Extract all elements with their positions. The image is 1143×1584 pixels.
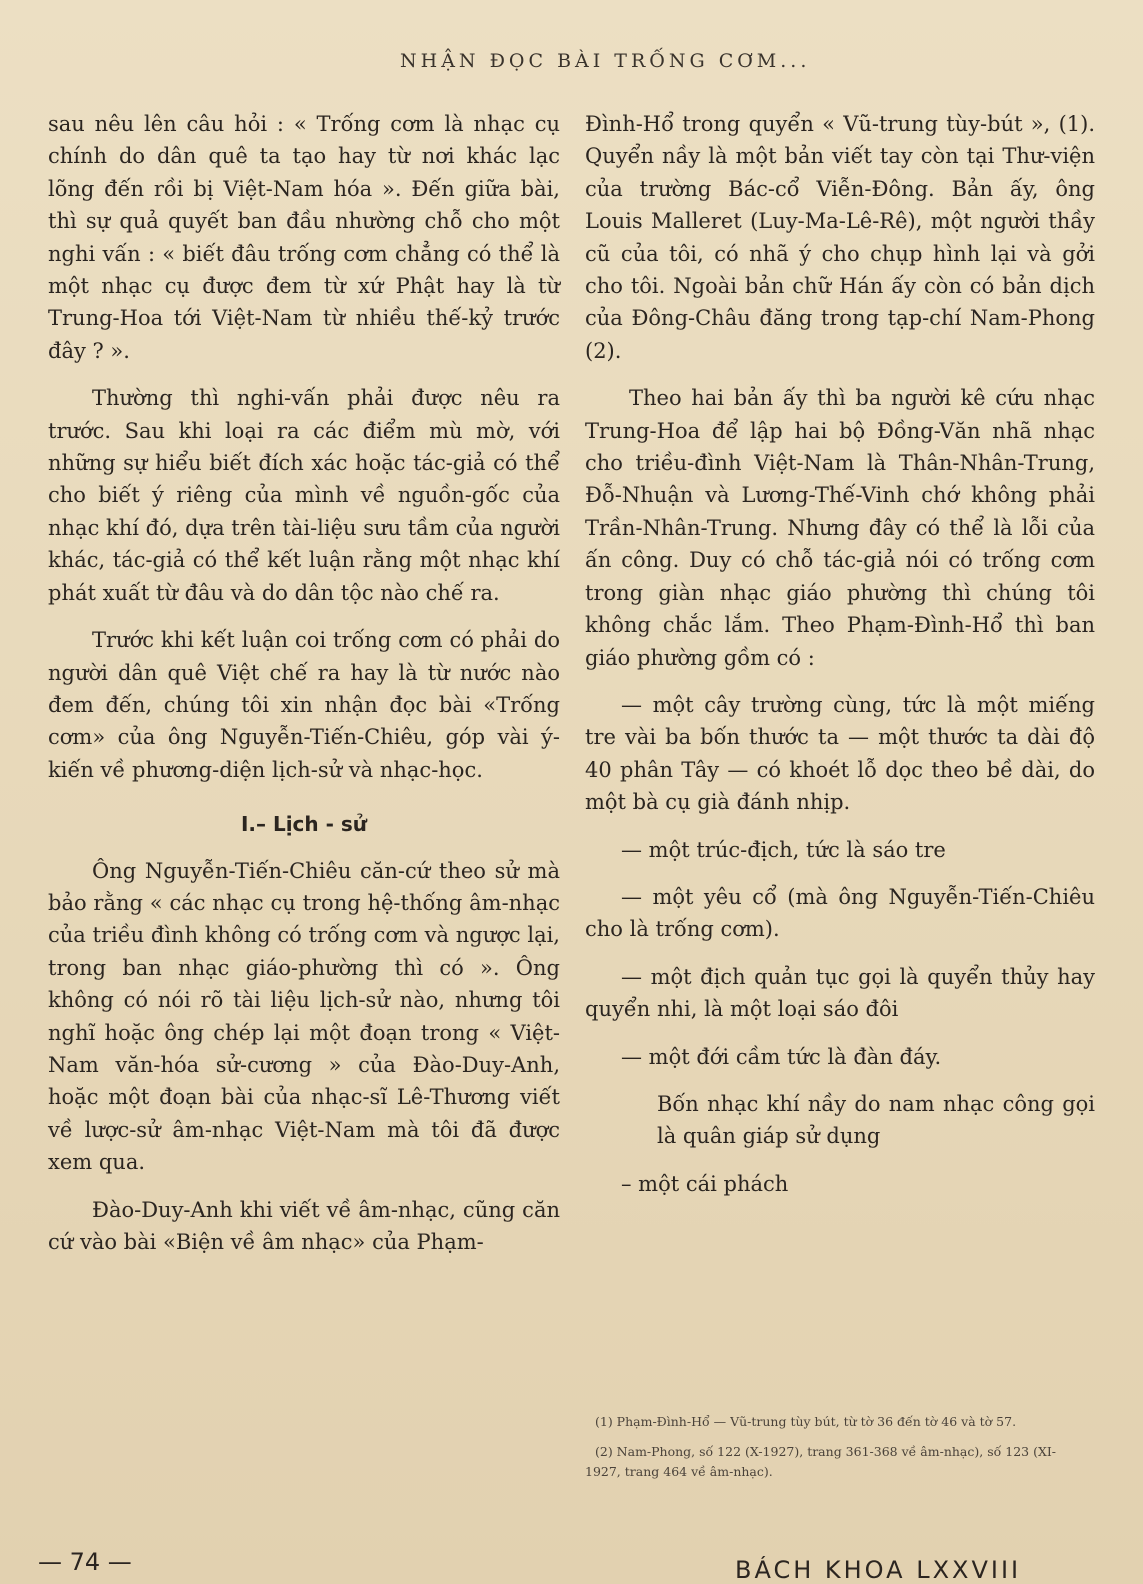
running-head: NHẬN ĐỌC BÀI TRỐNG CƠM... <box>400 50 811 72</box>
paragraph: sau nêu lên câu hỏi : « Trống cơm là nhạc cụ chính do dân quê ta tạo hay từ nơi khác lạc lõng đến rồi bị Việt-Nam hóa ». Đến giữa bài, thì sự quả quyết ban đầu nhường chỗ cho một nghi vấn : « biết đâu trống cơm chẳng có thể là một nhạc cụ được đem từ xứ Phật hay là từ Trung-Hoa tới Việt-Nam từ nhiều thế-kỷ trước đây ? ». <box>48 112 560 363</box>
paragraph: Theo hai bản ấy thì ba người kê cứu nhạc Trung-Hoa để lập hai bộ Đồng-Văn nhã nhạc cho triều-đình Việt-Nam là Thân-Nhân-Trung, Đỗ-Nhuận và Lương-Thế-Vinh chớ không phải Trần-Nhân-Trung. Nhưng đây có thể là lỗi của ấn công. Duy có chỗ tác-giả nói có trống cơm trong giàn nhạc giáo phường thì chúng tôi không chắc lắm. Theo Phạm-Đình-Hổ thì ban giáo phường gồm có : <box>585 386 1095 670</box>
list-item: — một địch quản tục gọi là quyển thủy hay quyển nhi, là một loại sáo đôi <box>585 964 1095 1022</box>
right-column <box>585 108 1095 1215</box>
section-heading: I.– Lịch - sử <box>240 812 368 837</box>
paragraph: Trước khi kết luận coi trống cơm có phải do người dân quê Việt chế ra hay là từ nước nào đem đến, chúng tôi xin nhận đọc bài «Trống cơm» của ông Nguyễn-Tiến-Chiêu, góp vài ý-kiến về phương-diện lịch-sử và nhạc-học. <box>48 628 560 782</box>
footnotes <box>585 1412 1085 1492</box>
page-number: — 74 — <box>38 1548 132 1576</box>
list-item: — một trúc-địch, tức là sáo tre <box>621 837 946 862</box>
paragraph: Đào-Duy-Anh khi viết về âm-nhạc, cũng căn cứ vào bài «Biện về âm nhạc» của Phạm- <box>48 1197 560 1254</box>
left-column <box>48 108 560 1273</box>
list-item: — một yêu cổ (mà ông Nguyễn-Tiến-Chiêu cho là trống cơm). <box>585 884 1095 942</box>
list-item: — một đới cầm tức là đàn đáy. <box>621 1044 942 1069</box>
footnote: (2) Nam-Phong, số 122 (X-1927), trang 361-368 về âm-nhạc), số 123 (XI-1927, trang 464 về âm-nhạc). <box>585 1444 1057 1479</box>
magazine-label: BÁCH KHOA LXXVIII <box>735 1556 1022 1584</box>
list-item: Bốn nhạc khí nầy do nam nhạc công gọi là quân giáp sử dụng <box>657 1091 1095 1149</box>
paragraph: Ông Nguyễn-Tiến-Chiêu căn-cứ theo sử mà bảo rằng « các nhạc cụ trong hệ-thống âm-nhạc của triều đình không có trống cơm và ngược lại, trong ban nhạc giáo-phường thì có ». Ông không có nói rõ tài liệu lịch-sử nào, nhưng tôi nghĩ hoặc ông chép lại một đoạn trong « Việt-Nam văn-hóa sử-cương » của Đào-Duy-Anh, hoặc một đoạn bài của nhạc-sĩ Lê-Thương viết về lược-sử âm-nhạc Việt-Nam mà tôi đã được xem qua. <box>48 858 560 1175</box>
list-item: – một cái phách <box>621 1171 789 1196</box>
paragraph: Thường thì nghi-vấn phải được nêu ra trước. Sau khi loại ra các điểm mù mờ, với những sự hiểu biết đích xác hoặc tác-giả có thể cho biết ý riêng của mình về nguồn-gốc của nhạc khí đó, dựa trên tài-liệu sưu tầm của người khác, tác-giả có thể kết luận rằng một nhạc khí phát xuất từ đâu và do dân tộc nào chế ra. <box>48 386 560 605</box>
footnote: (1) Phạm-Đình-Hổ — Vũ-trung tùy bút, từ tờ 36 đến tờ 46 và tờ 57. <box>595 1414 1017 1429</box>
list-item: — một cây trường cùng, tức là một miếng tre vài ba bốn thước ta — một thước ta dài độ 40 phân Tây — có khoét lỗ dọc theo bề dài, do một bà cụ già đánh nhịp. <box>585 692 1095 815</box>
paragraph: Đình-Hổ trong quyển « Vũ-trung tùy-bút », (1). Quyển nầy là một bản viết tay còn tại Thư-viện của trường Bác-cổ Viễn-Đông. Bản ấy, ông Louis Malleret (Luy-Ma-Lê-Rê), một người thầy cũ của tôi, có nhã ý cho chụp hình lại và gởi cho tôi. Ngoài bản chữ Hán ấy còn có bản dịch của Đông-Châu đăng trong tạp-chí Nam-Phong (2). <box>585 112 1095 363</box>
